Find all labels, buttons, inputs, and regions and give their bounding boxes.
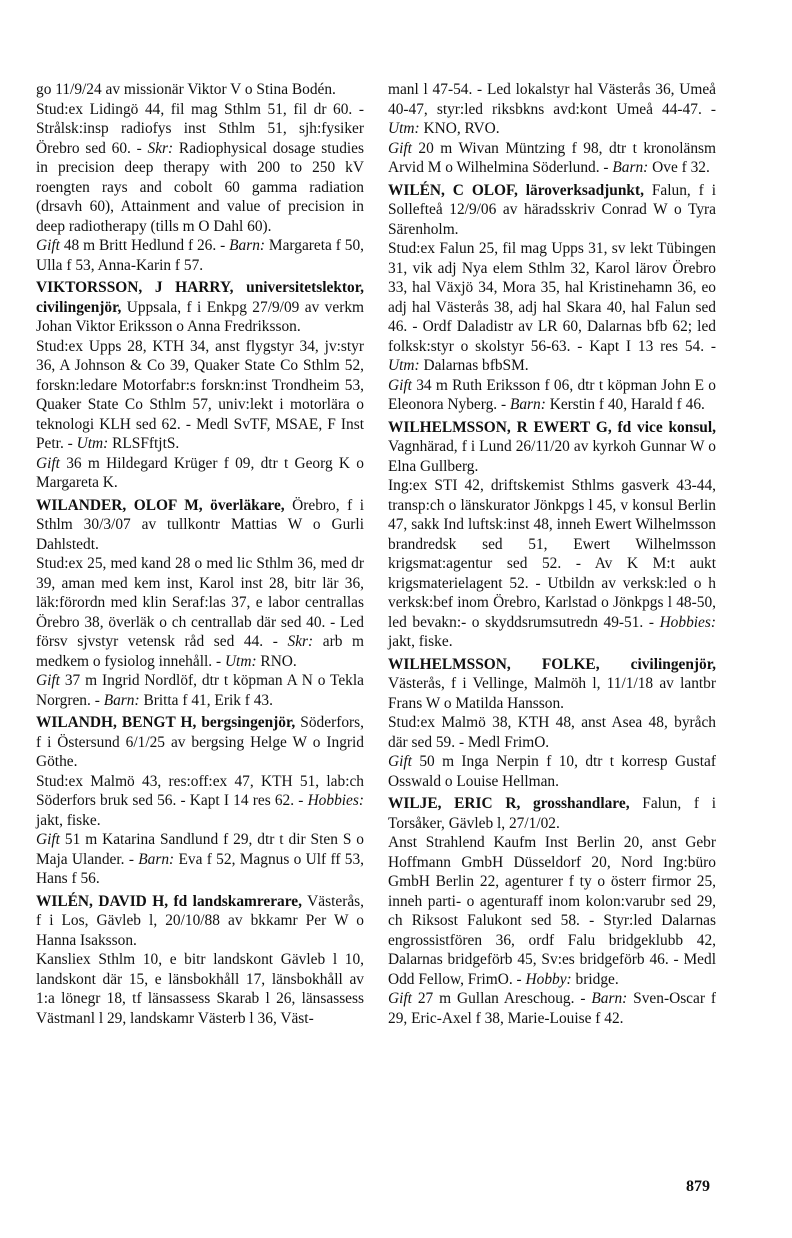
label-skr: Skr: — [147, 139, 174, 157]
entry-wilen-david: WILÉN, DAVID H, fd landskamrerare, Västerås, f i Los, Gävleb l, 20/10/88 av bkkamr Per W o Hanna Isaksson. Kansliex Sthlm 10, e bitr landskont Gävleb l 10, landskont där 15, e länsbokhåll 17, länsbokhåll av 1:a lönegr 18, tf länsassess Skarab l 26, länsassess Västmanl l 29, landskamr Västerb l 36, Väst- — [36, 892, 365, 1027]
entry-name: WILHELMSSON, FOLKE, civilingenjör, — [388, 655, 716, 673]
label-barn: Barn: — [229, 237, 266, 254]
entry-wilandh: WILANDH, BENGT H, bergsingenjör, Söderfors, f i Östersund 6/1/25 av bergsing Helge W o Ingrid Göthe. Stud:ex Malmö 43, res:off:ex 47, KTH 51, lab:ch Söderfors bruk sed 56. - Kapt I 14 res 62. - Hobbies: jakt, fiske. Gift 51 m Katarina Sandlund f 29, dtr t dir Sten S o Maja Ulander. - Barn: Eva f 52, Magnus o Ulf ff 53, Hans f 56. — [36, 714, 364, 887]
entry-name: WILANDER, OLOF M, överläkare, — [36, 496, 285, 514]
entry-name: WILÉN, C OLOF, läroverksadjunkt, — [388, 181, 644, 199]
entry-continuation-family: Gift 20 m Wivan Müntzing f 98, dtr t kronolänsm Arvid M o Wilhelmina Söderlund. - Barn: Ove f 32. — [388, 139, 716, 176]
entry-wilhelmsson-ewert: WILHELMSSON, R EWERT G, fd vice konsul, Vagnhärad, f i Lund 26/11/20 av kyrkoh Gunnar W o Elna Gullberg. Ing:ex STI 42, driftskemist Sthlms gasverk 43-44, transp:ch o länskurator Jönkpgs l 45, v konsul Berlin 47, sakk Ind luftsk:inst 48, inneh Ewert Wilhelmsson brandredsk sed 51, Ewert Wilhelmsson krigsmat:agentur sed 52. - Av K M:t aukt krigsmaterielagent 52. - Utbildn av verksk:led o h verksk:bef inom Örebro, Karlstad o Jönkpgs l 48-50, led bevakn:- o skyddsrumsutredn 49-51. - Hobbies: jakt, fiske. — [388, 418, 716, 650]
label-gift: Gift — [36, 237, 60, 254]
page-number: 879 — [686, 1178, 710, 1195]
entry-wilje: WILJE, ERIC R, grosshandlare, Falun, f i Torsåker, Gävleb l, 27/1/02. Anst Strahlend Kaufm Inst Berlin 20, anst Gebr Hoffmann GmbH Düsseldorf 20, Nord Ing:büro GmbH Berlin 22, agenturer f ty o österr firmor 25, inneh parti- o agenturaff inom kolon:varubr sed 29, ch Riksost Falukont sed 58. - Styr:led Dalarnas engrossistfören 36, ordf Falu bridgeklubb 42, Dalarnas bridgeförb 45, Sv:es bridgeförb 46. - Medl Odd Fellow, FrimO. - Hobby: bridge. Gift 27 m Gullan Areschoug. - Barn: Sven-Oscar f 29, Eric-Axel f 38, Marie-Louise f 42. — [388, 795, 716, 1027]
entry-name: WILÉN, DAVID H, fd landskamrerare, — [36, 892, 302, 910]
entry-continuation-line: go 11/9/24 av missionär Viktor V o Stina Bodén. — [36, 81, 336, 98]
entry-wilander: WILANDER, OLOF M, överläkare, Örebro, f i Sthlm 30/3/07 av tullkontr Mattias W o Gurli Dahlstedt. Stud:ex 25, med kand 28 o med lic Sthlm 36, med dr 39, aman med kem inst, Karol inst 28, bitr lär 36, läk:förordn med klin Seraf:las 37, e labor centrallas Örebro 38, överläk o ch centrallab där sed 40. - Led försv sjvstyr vetensk råd sed 44. - Skr: arb m medkem o fysiolog innehåll. - Utm: RNO. Gift 37 m Ingrid Nordlöf, dtr t köpman A N o Tekla Norgren. - Barn: Britta f 41, Erik f 43. — [36, 496, 364, 709]
entry-wilhelmsson-folke: WILHELMSSON, FOLKE, civilingenjör, Västerås, f i Vellinge, Malmöh l, 11/1/18 av lantbr Frans W o Matilda Hansson. Stud:ex Malmö 38, KTH 48, anst Asea 48, byråch där sed 59. - Medl FrimO. Gift 50 m Inga Nerpin f 10, dtr t korresp Gustaf Osswald o Louise Hellman. — [388, 655, 716, 790]
entry-name: WILANDH, BENGT H, bergsingenjör, — [36, 714, 296, 731]
entry-name: WILHELMSSON, R EWERT G, fd vice konsul, — [388, 418, 716, 436]
entry-continuation: manl l 47-54. - Led lokalstyr hal Västerås 36, Umeå 40-47, styr:led riksbkns avd:kont Umeå 44-47. - Utm: KNO, RVO. — [388, 81, 716, 137]
right-column — [388, 80, 716, 1028]
entry-continuation-family: Gift 48 m Britt Hedlund f 26. - Barn: Margareta f 50, Ulla f 53, Anna-Karin f 57. — [36, 237, 365, 274]
left-column — [36, 80, 364, 1028]
entry-name: WILJE, ERIC R, grosshandlare, — [388, 795, 630, 812]
entry-wilen-olof: WILÉN, C OLOF, läroverksadjunkt, Falun, f i Sollefteå 12/9/06 av häradsskriv Conrad W o Tyra Särenholm. Stud:ex Falun 25, fil mag Upps 31, sv lekt Tübingen 31, vik adj Nya elem Sthlm 32, Karol lärov Örebro 33, hal Växjö 34, Mora 35, hal Kristinehamn 36, eo adj hal Västerås 38, adj hal Skara 40, hal Falun sed 46. - Ordf Daladistr av LR 60, Dalarnas bfb 62; led folksk:styr o skolstyr 56-63. - Kapt I 13 res 54. - Utm: Dalarnas bfbSM. Gift 34 m Ruth Eriksson f 06, dtr t köpman John E o Eleonora Nyberg. - Barn: Kerstin f 40, Harald f 46. — [388, 181, 716, 413]
entry-continuation-study: Stud:ex Lidingö 44, fil mag Sthlm 51, fil dr 60. - Strålsk:insp radiofys inst Sthlm 51, sjh:fysiker Örebro sed 60. - Skr: Radiophysical dosage studies in precision deep therapy with 200 to 250 kV roengten rays and cobolt 60 gamma radiation (drsavh 60), Attainment and value of precision in deep radiotherapy (tills m O Dahl 60). — [36, 100, 364, 235]
entry-viktorsson: VIKTORSSON, J HARRY, universitetslektor, civilingenjör, Uppsala, f i Enkpg 27/9/09 av verkm Johan Viktor Eriksson o Anna Fredriksson. Stud:ex Upps 28, KTH 34, anst flygstyr 34, jv:styr 36, A Johnson & Co 39, Quaker State Co Sthlm 52, forskn:ledare Motorfabr:s forskn:inst Trondheim 53, Quaker State Co Sthlm 57, univ:lekt i motorlära o teknologi KLH sed 62. - Medl SvTF, MSAE, F Inst Petr. - Utm: RLSFftjtS. Gift 36 m Hildegard Krüger f 09, dtr t Georg K o Margareta K. — [36, 279, 364, 491]
entry-name: VIKTORSSON, J HARRY, universitetslektor, civilingenjör, — [36, 279, 364, 316]
